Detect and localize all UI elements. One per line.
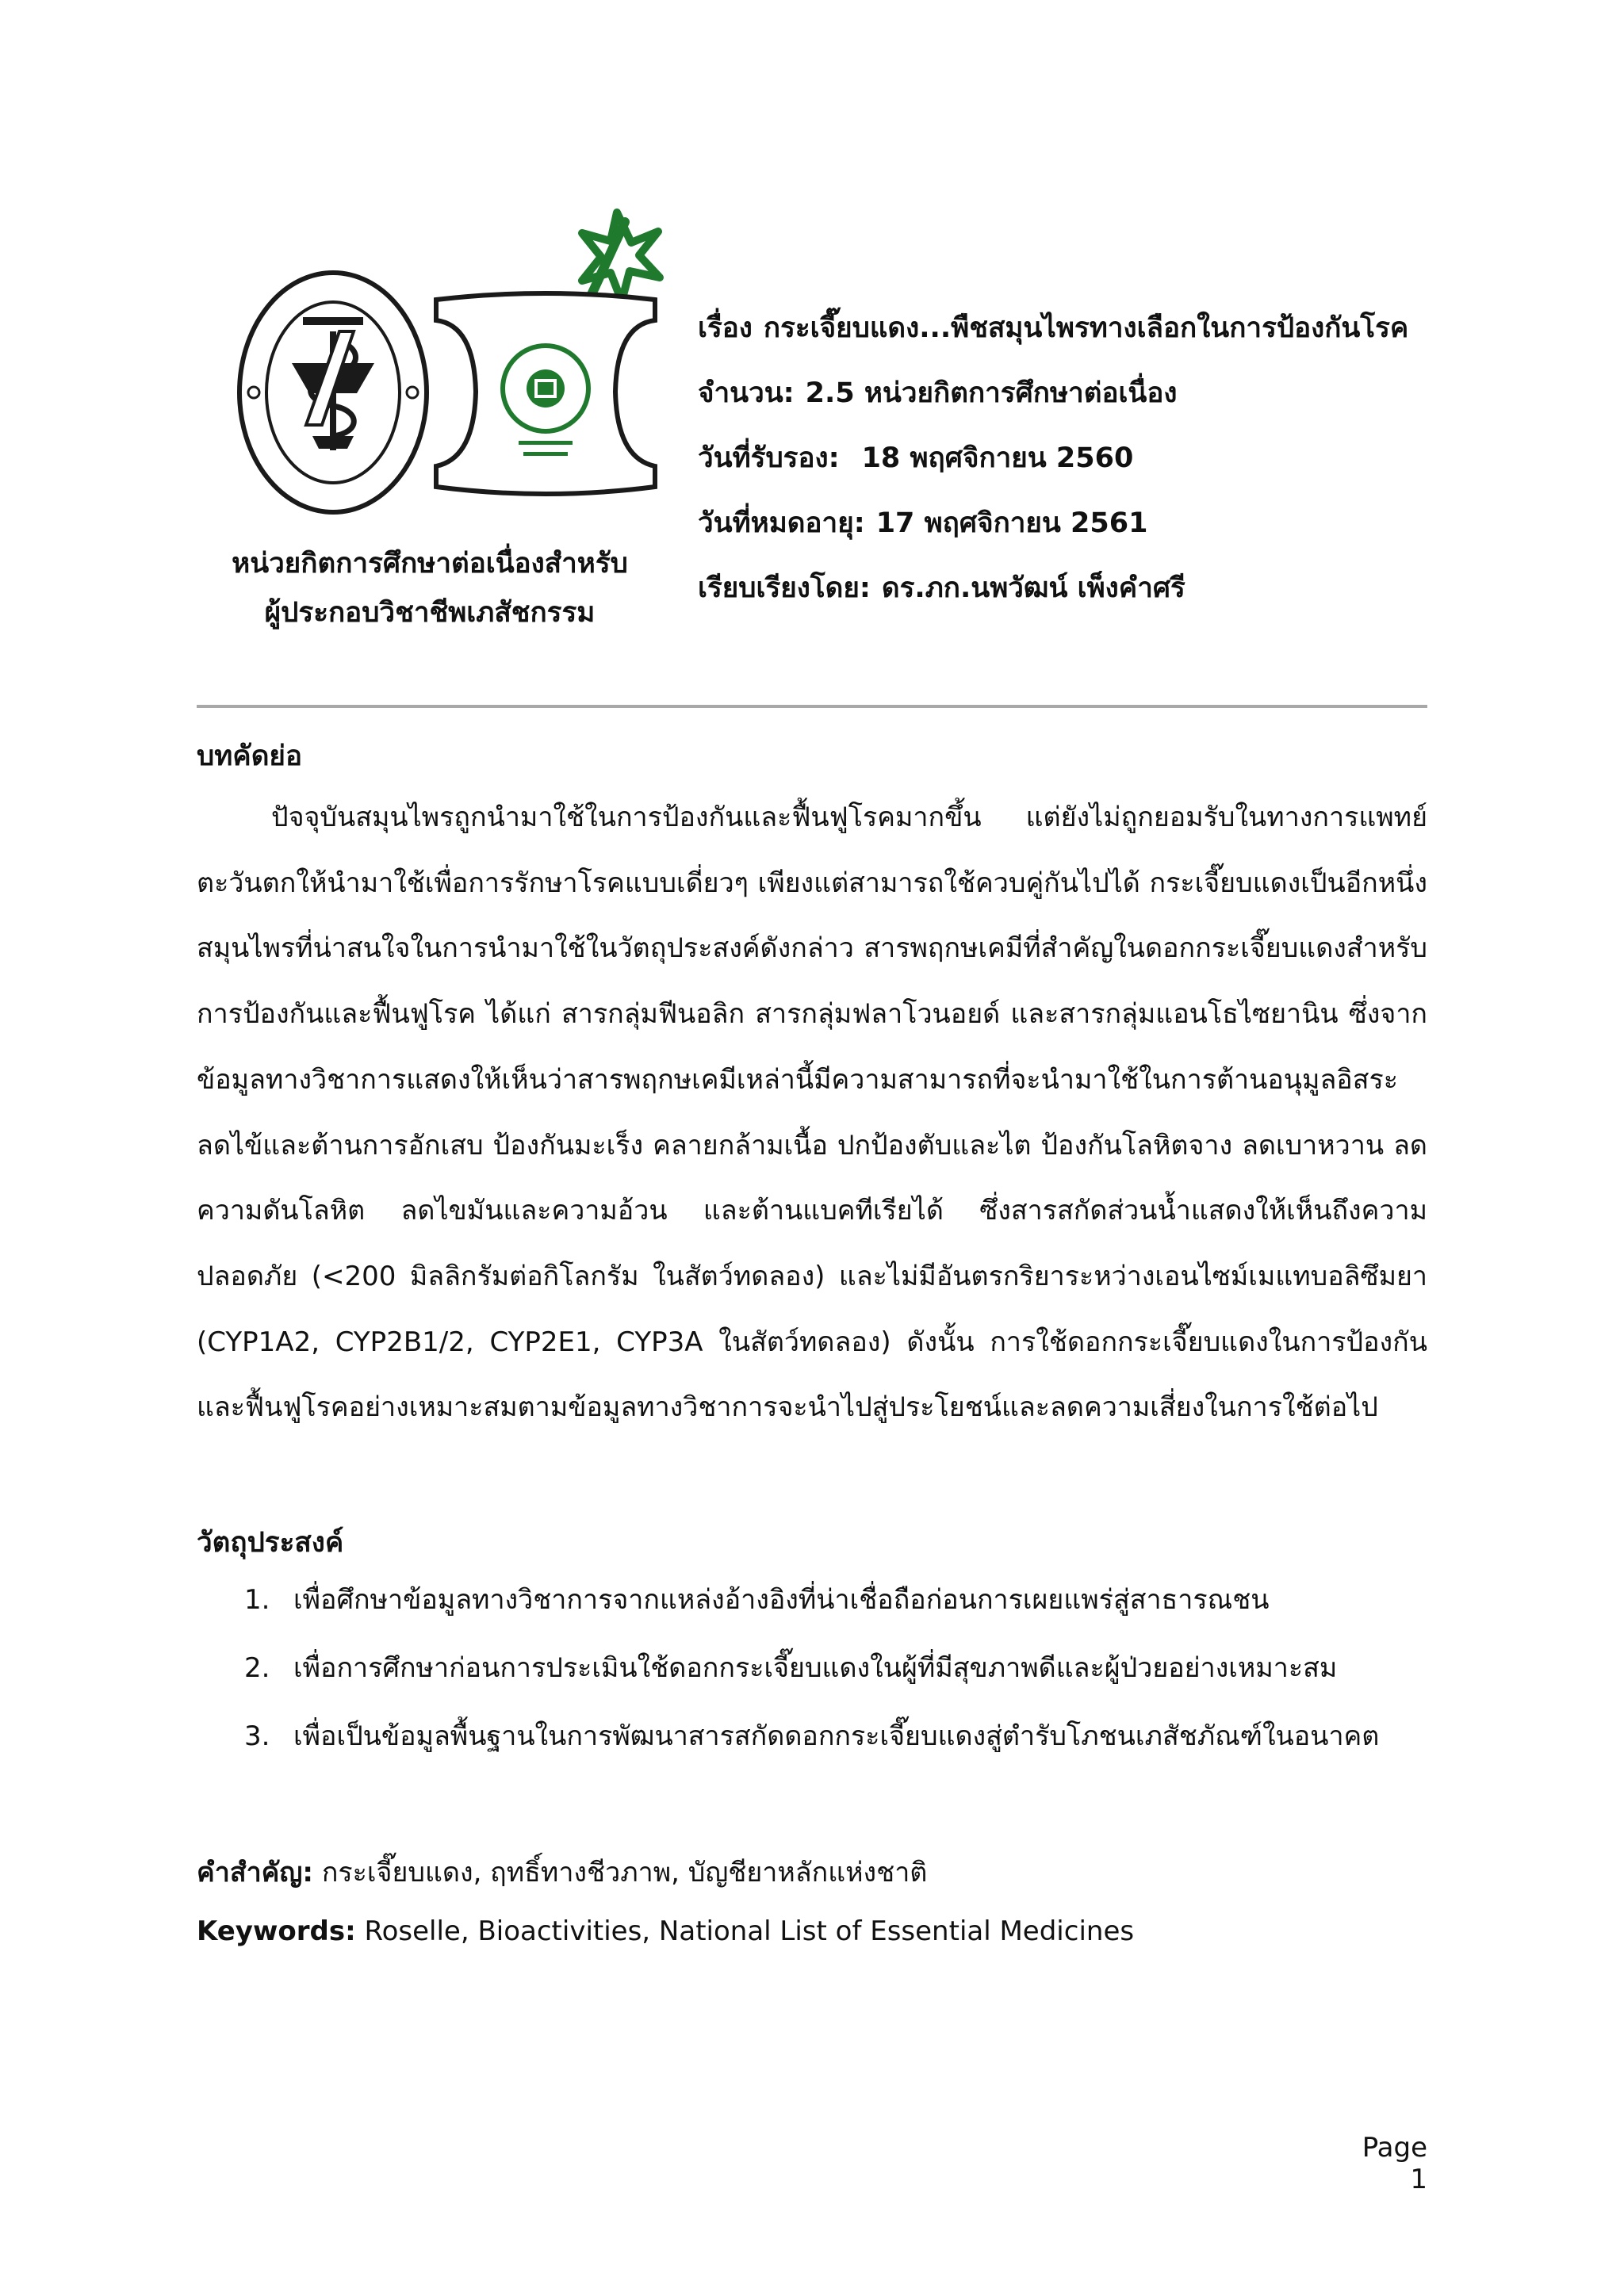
topic-line xyxy=(698,306,1408,350)
amount-value: 2.5 หน่วยกิตการศึกษาต่อเนื่อง xyxy=(805,377,1178,409)
expiry-date-line xyxy=(698,501,1147,545)
author-line xyxy=(698,566,1185,610)
pharmacy-council-seal-logo xyxy=(236,270,430,515)
english-keywords-label: Keywords: xyxy=(197,1915,356,1947)
abstract-heading: บทคัดย่อ xyxy=(197,740,302,772)
english-keywords-line xyxy=(197,1915,1134,1947)
approved-value: 18 พฤศจิกายน 2560 xyxy=(861,442,1134,474)
header-divider xyxy=(197,705,1427,708)
objective-text: เพื่อศึกษาข้อมูลทางวิชาการจากแหล่งอ้างอิงที่น่าเชื่อถือก่อนการเผยแพร่สู่สาธารณชน xyxy=(293,1584,1270,1616)
caption-line-2: ผู้ประกอบวิชาชีพเภสัชกรรม xyxy=(264,597,596,629)
objectives-list xyxy=(197,1580,1465,1785)
objective-number: 3. xyxy=(244,1720,270,1752)
page-number: Page 1 xyxy=(1362,2132,1427,2195)
thai-keywords-label: คำสำคัญ: xyxy=(197,1857,313,1888)
objective-number: 1. xyxy=(244,1584,270,1616)
english-keywords-value: Roselle, Bioactivities, National List of Essential Medicines xyxy=(364,1915,1135,1947)
author-value: ดร.ภก.นพวัฒน์ เพ็งคำศรี xyxy=(881,572,1185,604)
topic-label: เรื่อง xyxy=(698,312,753,344)
objective-item xyxy=(197,1648,1465,1716)
topic-value: กระเจี๊ยบแดง...พืชสมุนไพรทางเลือกในการป้องกันโรค xyxy=(763,312,1409,344)
credit-caption xyxy=(184,539,676,637)
objective-number: 2. xyxy=(244,1652,270,1684)
objective-text: เพื่อการศึกษาก่อนการประเมินใช้ดอกกระเจี๊ยบแดงในผู้ที่มีสุขภาพดีและผู้ป่วยอย่างเหมาะสม xyxy=(293,1652,1338,1684)
caption-line-1: หน่วยกิตการศึกษาต่อเนื่องสำหรับ xyxy=(232,548,628,580)
thai-keywords-value: กระเจี๊ยบแดง, ฤทธิ์ทางชีวภาพ, บัญชียาหลักแห่งชาติ xyxy=(321,1857,928,1888)
thai-keywords-line xyxy=(197,1850,927,1893)
objectives-heading: วัตถุประสงค์ xyxy=(197,1527,344,1559)
objective-text: เพื่อเป็นข้อมูลพื้นฐานในการพัฒนาสารสกัดดอกกระเจี๊ยบแดงสู่ตำรับโภชนเภสัชภัณฑ์ในอนาคต xyxy=(293,1720,1380,1752)
amount-line xyxy=(698,371,1177,415)
expiry-value: 17 พฤศจิกายน 2561 xyxy=(875,507,1148,539)
approved-date-line xyxy=(698,436,1133,480)
expiry-label: วันที่หมดอายุ: xyxy=(698,507,865,539)
abstract-text: ปัจจุบันสมุนไพรถูกนำมาใช้ในการป้องกันและฟื้นฟูโรคมากขึ้น แต่ยังไม่ถูกยอมรับในทางการแพทย์ตะวันตกให้นำมาใช้เพื่อการรักษาโรคแบบเดี่ยวๆ เพียงแต่สามารถใช้ควบคู่กันไปได้ กระเจี๊ยบแดงเป็นอีกหนึ่งสมุนไพรที่น่าสนใจในการนำมาใช้ในวัตถุประสงค์ดังกล่าว สารพฤกษเคมีที่สำคัญในดอกกระเจี๊ยบแดงสำหรับการป้องกันและฟื้นฟูโรค ได้แก่ สารกลุ่มฟีนอลิก สารกลุ่มฟลาโวนอยด์ และสารกลุ่มแอนโธไซยานิน ซึ่งจากข้อมูลทางวิชาการแสดงให้เห็นว่าสารพฤกษเคมีเหล่านี้มีความสามารถที่จะนำมาใช้ในการต้านอนุมูลอิสระ ลดไข้และต้านการอักเสบ ป้องกันมะเร็ง คลายกล้ามเนื้อ ปกป้องตับและไต ป้องกันโลหิตจาง ลดเบาหวาน ลดความดันโลหิต ลดไขมันและความอ้วน และต้านแบคทีเรียได้ ซึ่งสารสกัดส่วนน้ำแสดงให้เห็นถึงความปลอดภัย (<200 มิลลิกรัมต่อกิโลกรัม ในสัตว์ทดลอง) และไม่มีอันตรกริยาระหว่างเอนไซม์เมแทบอลิซึมยา (CYP1A2, CYP2B1/2, CYP2E1, CYP3A ในสัตว์ทดลอง) ดังนั้น การใช้ดอกกระเจี๊ยบแดงในการป้องกันและฟื้นฟูโรคอย่างเหมาะสมตามข้อมูลทางวิชาการจะนำไปสู่ประโยชน์และลดความเสี่ยงในการใช้ต่อไป xyxy=(197,802,1427,1424)
objective-item xyxy=(197,1580,1465,1648)
amount-label: จำนวน: xyxy=(698,377,795,409)
approved-label: วันที่รับรอง: xyxy=(698,442,840,474)
author-label: เรียบเรียงโดย: xyxy=(698,572,871,604)
continuing-education-mortar-logo xyxy=(427,205,665,522)
objective-item xyxy=(197,1716,1465,1785)
